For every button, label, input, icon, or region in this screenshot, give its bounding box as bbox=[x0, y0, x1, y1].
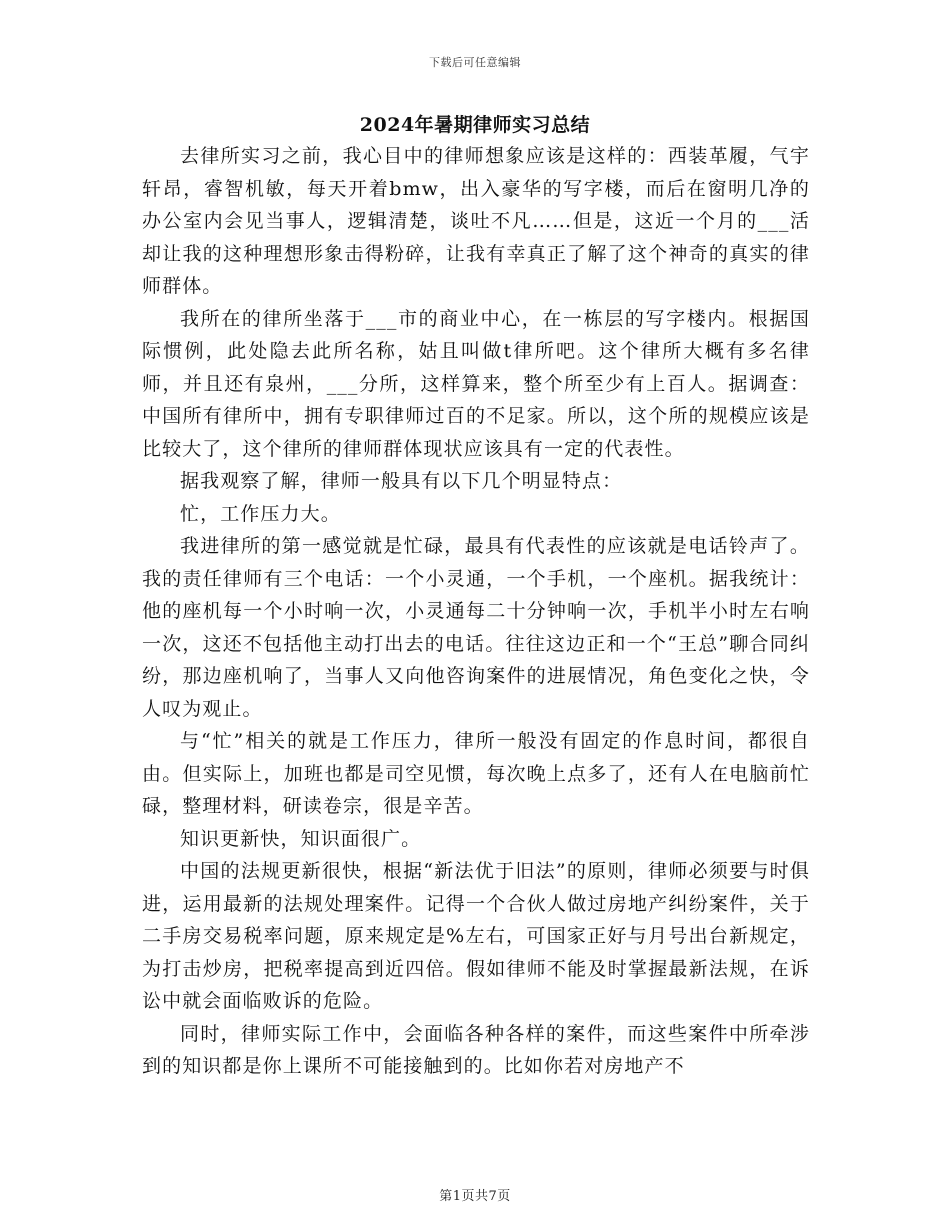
paragraph: 去律所实习之前，我心目中的律师想象应该是这样的：西装革履，气宇轩昂，睿智机敏，每天开着bmw，出入豪华的写字楼，而后在窗明几净的办公室内会见当事人，逻辑清楚，谈吐不凡……但是，这近一个月的___活却让我的这种理想形象击得粉碎，让我有幸真正了解了这个神奇的真实的律师群体。 bbox=[142, 145, 810, 297]
paragraph: 同时，律师实际工作中，会面临各种各样的案件，而这些案件中所牵涉到的知识都是你上课所不可能接触到的。比如你若对房地产不 bbox=[142, 1022, 810, 1077]
document-title: 2024年暑期律师实习总结 bbox=[359, 114, 591, 136]
paragraph: 与“忙”相关的就是工作压力，律所一般没有固定的作息时间，都很自由。但实际上，加班也都是司空见惯，每次晚上点多了，还有人在电脑前忙碌，整理材料，研读卷宗，很是辛苦。 bbox=[142, 730, 810, 817]
paragraph: 我所在的律所坐落于___市的商业中心，在一栋层的写字楼内。根据国际惯例，此处隐去此所名称，姑且叫做t律所吧。这个律所大概有多名律师，并且还有泉州，___分所，这样算来，整个所至少有上百人。据调查：中国所有律所中，拥有专职律师过百的不足家。所以，这个所的规模应该是比较大了，这个律所的律师群体现状应该具有一定的代表性。 bbox=[142, 307, 810, 460]
document-body bbox=[142, 140, 810, 1083]
page-footer-page-number: 第1页共7页 bbox=[439, 1189, 511, 1204]
paragraph: 中国的法规更新很快，根据“新法优于旧法”的原则，律师必须要与时俱进，运用最新的法规处理案件。记得一个合伙人做过房地产纠纷案件，关于二手房交易税率问题，原来规定是%左右，可国家正好与月号出台新规定，为打击炒房，把税率提高到近四倍。假如律师不能及时掌握最新法规，在诉讼中就会面临败诉的危险。 bbox=[142, 860, 810, 1012]
page-header-note: 下载后可任意编辑 bbox=[429, 56, 521, 69]
paragraph: 据我观察了解，律师一般具有以下几个明显特点： bbox=[180, 470, 623, 492]
paragraph: 我进律所的第一感觉就是忙碌，最具有代表性的应该就是电话铃声了。我的责任律师有三个电话：一个小灵通，一个手机，一个座机。据我统计：他的座机每一个小时响一次，小灵通每二十分钟响一次，手机半小时左右响一次，这还不包括他主动打出去的电话。往往这边正和一个“王总”聊合同纠纷，那边座机响了，当事人又向他咨询案件的进展情况，角色变化之快，令人叹为观止。 bbox=[142, 535, 810, 720]
paragraph-heading: 知识更新快，知识面很广。 bbox=[180, 827, 422, 850]
paragraph-heading: 忙，工作压力大。 bbox=[180, 502, 341, 525]
